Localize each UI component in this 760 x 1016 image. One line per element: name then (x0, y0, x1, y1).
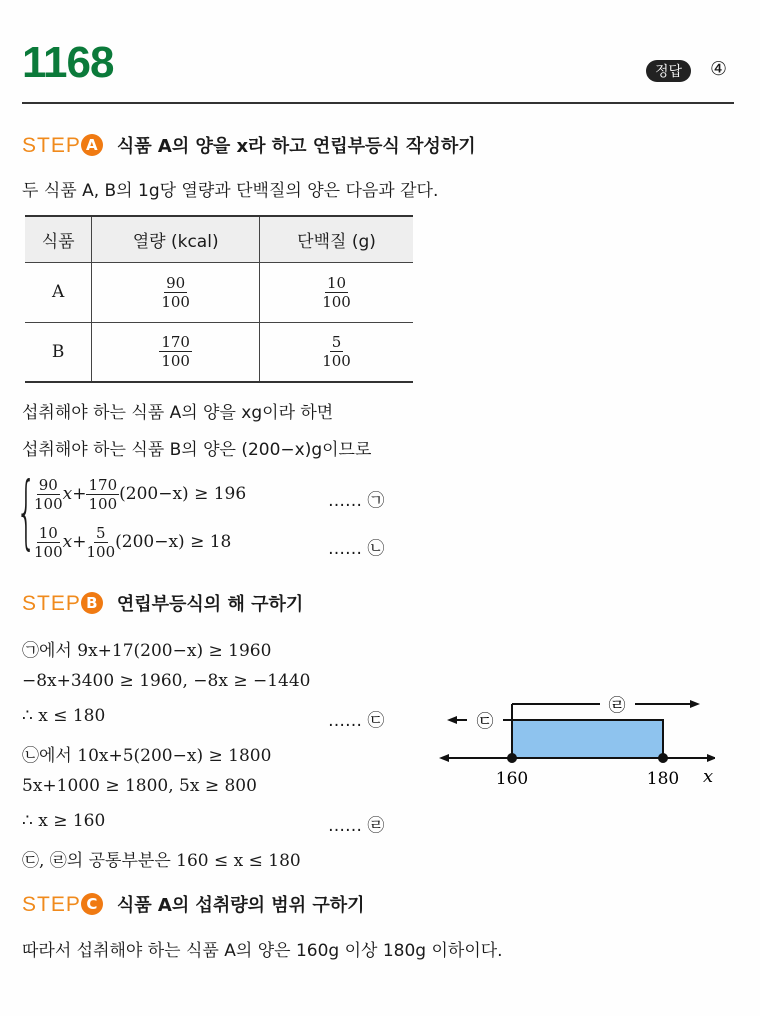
tick-180: 180 (646, 769, 680, 789)
conclusion: 따라서 섭취해야 하는 식품 A의 양은 160g 이상 180g 이하이다. (22, 941, 503, 961)
step-b-line: 5x+1000 ≥ 1800, 5x ≥ 800 (22, 776, 257, 796)
text-line: 섭취해야 하는 식품 A의 양을 xg이라 하면 (22, 403, 334, 423)
number-line (435, 690, 715, 790)
brace: { (16, 465, 37, 558)
text-line: 섭취해야 하는 식품 B의 양은 (200−x)g이므로 (22, 440, 372, 460)
fraction: $\frac{170}{100}$ (161, 333, 190, 371)
axis-label: x (703, 766, 714, 787)
tag: …… ㉢ (328, 711, 385, 731)
food-cell: A (51, 282, 65, 302)
tag: …… ㉣ (328, 816, 385, 836)
step-b-line: ∴ x ≤ 180 (22, 706, 106, 726)
tag: …… ㉡ (328, 539, 385, 559)
tag: …… ㉠ (328, 491, 385, 511)
inequality-1: $\frac{90}{100}$ x+ $\frac{170}{100}$ (200−x) ≥ 196 (34, 476, 247, 513)
step-c-heading: STEP C 식품 A의 섭취량의 범위 구하기 (22, 893, 365, 916)
step-title: 식품 A의 양을 x라 하고 연립부등식 작성하기 (116, 136, 476, 157)
step-b-line: ∴ x ≥ 160 (22, 811, 106, 831)
nutrition-table (25, 215, 413, 383)
table-row (25, 322, 413, 382)
answer-value: ④ (710, 58, 728, 80)
fraction: $\frac{5}{100}$ (322, 333, 351, 371)
step-b-heading: STEP B 연립부등식의 해 구하기 (22, 592, 304, 615)
problem-number: 1168 (22, 38, 114, 87)
step-b-line: ㉢, ㉣의 공통부분은 160 ≤ x ≤ 180 (22, 851, 301, 871)
answer-badge: 정답 (646, 60, 691, 82)
step-label: STEP (22, 134, 81, 157)
table-row (25, 262, 413, 322)
label-d: ㉣ (608, 696, 626, 716)
step-b-line: ㉠에서 9x+17(200−x) ≥ 1960 (22, 641, 272, 661)
header-protein: 단백질 (g) (260, 216, 413, 262)
step-b-line: ㉡에서 10x+5(200−x) ≥ 1800 (22, 746, 272, 766)
step-letter: A (81, 134, 103, 156)
intro-text: 두 식품 A, B의 1g당 열량과 단백질의 양은 다음과 같다. (22, 181, 439, 201)
inequality-2: $\frac{10}{100}$ x+ $\frac{5}{100}$ (200−x) ≥ 18 (34, 524, 232, 561)
food-cell: B (51, 341, 65, 362)
label-c: ㉢ (476, 712, 494, 732)
divider (22, 102, 734, 104)
step-b-line: −8x+3400 ≥ 1960, −8x ≥ −1440 (22, 671, 311, 691)
header-food: 식품 (41, 231, 75, 252)
step-a-heading (22, 132, 476, 158)
fraction: $\frac{10}{100}$ (322, 273, 351, 311)
solution-region (512, 720, 663, 758)
tick-160: 160 (495, 769, 529, 789)
fraction: $\frac{90}{100}$ (161, 273, 190, 311)
header-calories: 열량 (kcal) (92, 216, 260, 262)
